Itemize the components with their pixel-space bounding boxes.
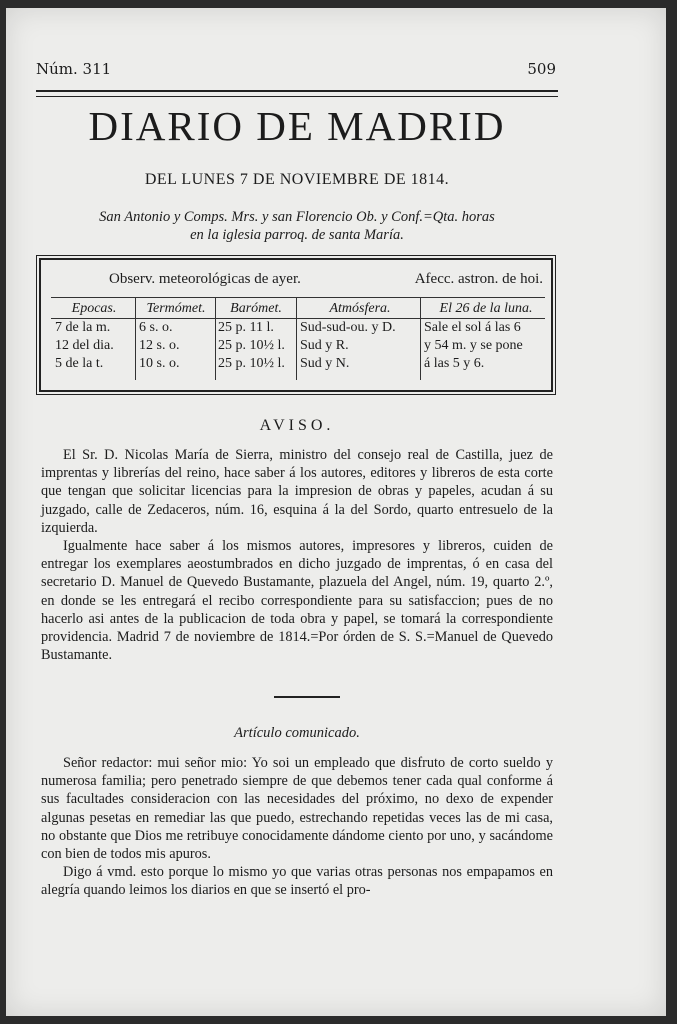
table-cell: 6 s. o. bbox=[139, 320, 173, 335]
column-header: Epocas. bbox=[71, 301, 117, 316]
column-epocas bbox=[55, 298, 133, 380]
table-cell: 7 de la m. bbox=[55, 320, 111, 335]
saints-of-the-day bbox=[46, 208, 548, 244]
table-cell: 25 p. 10½ l. bbox=[218, 356, 285, 371]
table-cell: Sud y N. bbox=[300, 356, 350, 371]
dateline: DEL LUNES 7 DE NOVIEMBRE DE 1814. bbox=[144, 171, 450, 188]
column-divider bbox=[296, 298, 297, 380]
table-cell: 10 s. o. bbox=[139, 356, 180, 371]
section-divider bbox=[274, 696, 340, 698]
masthead-rule bbox=[36, 90, 558, 97]
articulo-body bbox=[41, 754, 553, 900]
aviso-paragraph-2: Igualmente hace saber á los mismos autores, impresores y libreros, cuiden de entregar los exemplares aeostumbrados en dicho juzgado de imprentas, ó en casa del secretario D. Manuel de Quevedo Bustamante, plazuela del Angel, núm. 19, quarto 2.º, en donde se les entregará el recibo correspondiente para su satisfaccion; pues de no hacerlo asi antes de la publicacion de toda obra y papel, se tomará la correspondiente providencia. Madrid 7 de noviembre de 1814.=Por órden de S. S.=Manuel de Quevedo Bustamante. bbox=[41, 538, 553, 664]
weather-heading: Observ. meteorológicas de ayer. bbox=[109, 271, 301, 287]
masthead-title: DIARIO DE MADRID bbox=[88, 103, 506, 149]
column-divider bbox=[135, 298, 136, 380]
table-cell: 12 s. o. bbox=[139, 338, 180, 353]
column-header: Termómet. bbox=[146, 301, 206, 316]
weather-table bbox=[39, 258, 553, 392]
table-cell: 12 del dia. bbox=[55, 338, 114, 353]
table-cell: 25 p. 10½ l. bbox=[218, 338, 285, 353]
aviso-paragraph-1: El Sr. D. Nicolas María de Sierra, ministro del consejo real de Castilla, juez de imprentas y librerías del reino, hace saber á los autores, editores y libreros de esta corte que tengan que solicitar licencias para la impresion de obras y papeles, acudan á su juzgado, calle de Zedaceros, núm. 16, esquina á la del Sordo, quarto entresuelo de la izquierda. bbox=[41, 447, 553, 536]
column-header: Barómet. bbox=[230, 301, 282, 316]
articulo-paragraph-2: Digo á vmd. esto porque lo mismo yo que varias otras personas nos empapamos en alegría quando leimos los diarios en que se insertó el pro- bbox=[41, 864, 553, 899]
column-termometro bbox=[139, 298, 213, 380]
table-cell: 5 de la t. bbox=[55, 356, 104, 371]
articulo-title: Artículo comunicado. bbox=[234, 725, 360, 741]
aviso-body bbox=[41, 446, 553, 664]
astronomy-heading: Afecc. astron. de hoi. bbox=[414, 271, 543, 287]
table-cell: y 54 m. y se pone bbox=[424, 338, 523, 353]
table-cell: á las 5 y 6. bbox=[424, 356, 485, 371]
newspaper-page bbox=[6, 8, 666, 1016]
column-atmosfera bbox=[300, 298, 420, 380]
saints-line-2: en la iglesia parroq. de santa María. bbox=[190, 227, 404, 243]
table-cell: Sud-sud-ou. y D. bbox=[300, 320, 396, 335]
table-cell: Sale el sol á las 6 bbox=[424, 320, 521, 335]
page-number: 509 bbox=[527, 60, 556, 78]
column-divider bbox=[420, 298, 421, 380]
column-luna bbox=[424, 298, 548, 380]
column-barometro bbox=[218, 298, 294, 380]
column-header: El 26 de la luna. bbox=[439, 301, 533, 316]
column-header: Atmósfera. bbox=[329, 301, 391, 316]
issue-number: Núm. 311 bbox=[36, 60, 112, 78]
saints-line-1: San Antonio y Comps. Mrs. y san Florencio Ob. y Conf.=Qta. horas bbox=[99, 209, 495, 225]
table-cell: 25 p. 11 l. bbox=[218, 320, 274, 335]
column-divider bbox=[215, 298, 216, 380]
articulo-paragraph-1: Señor redactor: mui señor mio: Yo soi un empleado que disfruto de corto sueldo y numerosa familia; pero penetrado siempre de que debemos tener cada qual conforme á sus facultades consideracion con las necesidades del próximo, no dexo de expender algunas pesetas en remediar las que puedo, estrechando repetidas veces las de mi casa, no obstante que Dios me retribuye conocidamente dándome ciento por uno, y sacándome con bien de todos mis apuros. bbox=[41, 755, 553, 863]
aviso-title: AVISO. bbox=[259, 417, 335, 434]
table-cell: Sud y R. bbox=[300, 338, 349, 353]
